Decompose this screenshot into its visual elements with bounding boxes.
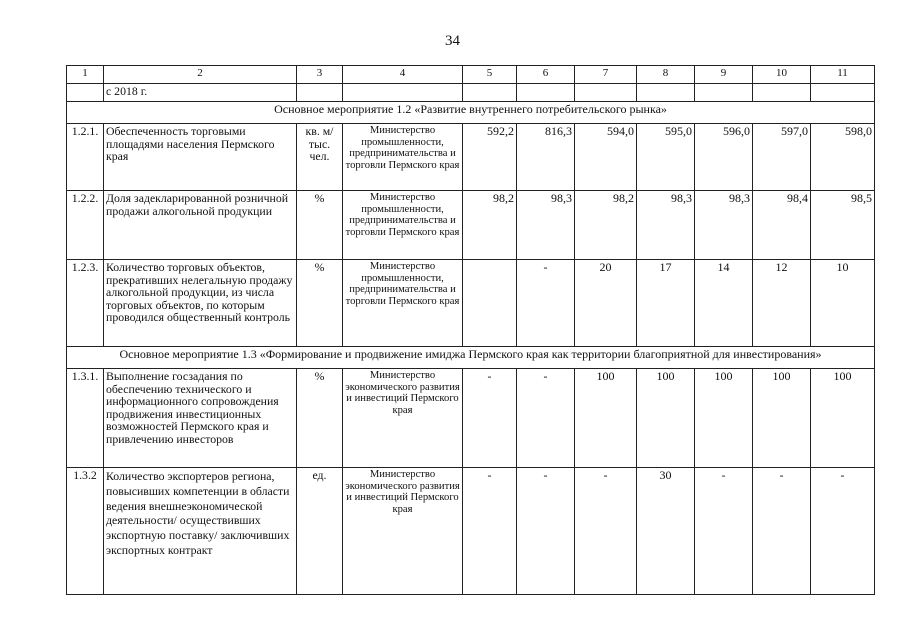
- value-cell: -: [517, 468, 575, 595]
- value-cell: -: [463, 369, 517, 468]
- row-number: 1.3.2: [67, 468, 104, 595]
- column-number: 3: [297, 66, 343, 84]
- executor-cell: Министерство промышленности, предпринимательства и торговли Пермского края: [343, 124, 463, 191]
- indicator-name: Доля задекларированной розничной продажи алкогольной продукции: [104, 191, 297, 260]
- value-cell: 98,2: [463, 191, 517, 260]
- column-number: 8: [637, 66, 695, 84]
- unit-cell: кв. м/ тыс. чел.: [297, 124, 343, 191]
- section-row: [67, 347, 875, 369]
- row-number: 1.2.3.: [67, 260, 104, 347]
- value-cell: 100: [637, 369, 695, 468]
- column-number: 9: [695, 66, 753, 84]
- value-cell: 592,2: [463, 124, 517, 191]
- indicator-name: Количество экспортеров региона, повысивших компетенции в области ведения внешнеэкономической деятельности/ осуществивших экспортную поставку/ заключивших экспортных контракт: [104, 468, 297, 595]
- continuation-text: с 2018 г.: [104, 84, 297, 102]
- indicator-name: Количество торговых объектов, прекративших нелегальную продажу алкогольной продукции, из числа торговых объектов, по которым проводился общественный контроль: [104, 260, 297, 347]
- value-cell: -: [575, 468, 637, 595]
- row-number: 1.2.2.: [67, 191, 104, 260]
- section-title: Основное мероприятие 1.2 «Развитие внутреннего потребительского рынка»: [67, 102, 875, 124]
- column-number: 11: [811, 66, 875, 84]
- value-cell: 100: [695, 369, 753, 468]
- column-number-row: [67, 66, 875, 84]
- table-row: [67, 191, 875, 260]
- table-row: [67, 260, 875, 347]
- indicator-name: Обеспеченность торговыми площадями населения Пермского края: [104, 124, 297, 191]
- table-row: [67, 468, 875, 595]
- value-cell: 595,0: [637, 124, 695, 191]
- value-cell: 30: [637, 468, 695, 595]
- value-cell: 98,2: [575, 191, 637, 260]
- indicator-name: Выполнение госзадания по обеспечению технического и информационного сопровождения продвижения инвестиционных возможностей Пермского края и привлечению инвесторов: [104, 369, 297, 468]
- value-cell: 98,4: [753, 191, 811, 260]
- value-cell: -: [463, 468, 517, 595]
- value-cell: 14: [695, 260, 753, 347]
- value-cell: 98,5: [811, 191, 875, 260]
- unit-cell: %: [297, 369, 343, 468]
- table-row: [67, 369, 875, 468]
- indicators-table: [66, 65, 875, 595]
- column-number: 2: [104, 66, 297, 84]
- value-cell: 100: [753, 369, 811, 468]
- value-cell: 98,3: [695, 191, 753, 260]
- value-cell: 98,3: [517, 191, 575, 260]
- row-number: 1.3.1.: [67, 369, 104, 468]
- value-cell: 12: [753, 260, 811, 347]
- section-row: [67, 102, 875, 124]
- value-cell: -: [811, 468, 875, 595]
- value-cell: -: [517, 369, 575, 468]
- value-cell: 100: [811, 369, 875, 468]
- row-number: 1.2.1.: [67, 124, 104, 191]
- value-cell: 594,0: [575, 124, 637, 191]
- page-number: 34: [445, 33, 460, 49]
- column-number: 10: [753, 66, 811, 84]
- value-cell: -: [517, 260, 575, 347]
- value-cell: -: [753, 468, 811, 595]
- value-cell: 98,3: [637, 191, 695, 260]
- value-cell: 17: [637, 260, 695, 347]
- executor-cell: Министерство промышленности, предпринимательства и торговли Пермского края: [343, 260, 463, 347]
- unit-cell: %: [297, 191, 343, 260]
- continuation-row: [67, 84, 875, 102]
- value-cell: 598,0: [811, 124, 875, 191]
- column-number: 4: [343, 66, 463, 84]
- section-title: Основное мероприятие 1.3 «Формирование и продвижение имиджа Пермского края как территории благоприятной для инвестирования»: [67, 347, 875, 369]
- value-cell: [463, 260, 517, 347]
- value-cell: 10: [811, 260, 875, 347]
- executor-cell: Министерство промышленности, предпринимательства и торговли Пермского края: [343, 191, 463, 260]
- value-cell: -: [695, 468, 753, 595]
- column-number: 1: [67, 66, 104, 84]
- unit-cell: ед.: [297, 468, 343, 595]
- value-cell: 816,3: [517, 124, 575, 191]
- column-number: 7: [575, 66, 637, 84]
- executor-cell: Министерство экономического развития и инвестиций Пермского края: [343, 369, 463, 468]
- value-cell: 597,0: [753, 124, 811, 191]
- value-cell: 596,0: [695, 124, 753, 191]
- column-number: 5: [463, 66, 517, 84]
- value-cell: 20: [575, 260, 637, 347]
- value-cell: 100: [575, 369, 637, 468]
- unit-cell: %: [297, 260, 343, 347]
- table-row: [67, 124, 875, 191]
- executor-cell: Министерство экономического развития и инвестиций Пермского края: [343, 468, 463, 595]
- column-number: 6: [517, 66, 575, 84]
